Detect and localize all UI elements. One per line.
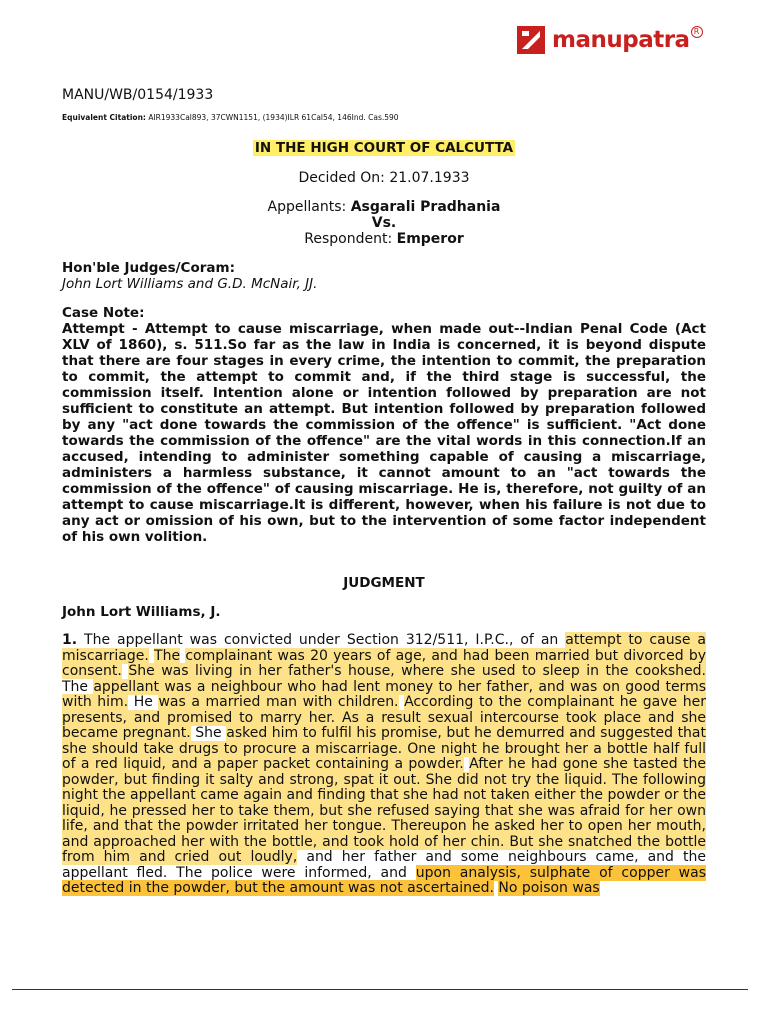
document-id: MANU/WB/0154/1933	[62, 87, 214, 103]
appellant-name: Asgarali Pradhania	[350, 199, 501, 215]
judgment-heading: JUDGMENT	[343, 575, 425, 591]
manupatra-logo-icon	[516, 25, 546, 55]
manupatra-logo	[516, 22, 716, 58]
highlighted-text[interactable]: attempt to cause a miscarriage.	[62, 632, 707, 664]
case-note-text: Attempt - Attempt to cause miscarriage, when made out--Indian Penal Code (Act XLV of 1860), s. 511.So far as the law in India is concerned, it is beyond dispute that there are four stages in every crime, the intention to commit, the preparation to commit, the attempt to commit and, if the third stage is successful, the commission itself. Intention alone or intention followed by preparation are not sufficient to constitute an attempt. But intention followed by preparation followed by any "act done towards the commission of the offence" is sufficient. "Act done towards the commission of the offence" are the vital words in this connection.If an accused, intending to administer something capable of causing a miscarriage, administers a harmless substance, it cannot amount to an "act towards the commission of the offence" of causing miscarriage. He is, therefore, not guilty of an attempt to cause miscarriage.It is different, however, when his failure is not due to any act or omission of his own, but to the intervention of some factor independent of his own volition.	[62, 321, 706, 545]
appellants-line	[0, 199, 768, 215]
coram-label: Hon'ble Judges/Coram:	[62, 260, 235, 276]
highlighted-text[interactable]: The	[154, 647, 181, 664]
text-segment: He	[133, 694, 153, 710]
appellants-label: Appellants:	[267, 199, 347, 215]
highlighted-text[interactable]: upon analysis, sulphate of copper was detected in the powder, but the amount was not ascertained.	[62, 864, 707, 896]
decided-on: Decided On: 21.07.1933	[298, 170, 470, 186]
footer-divider	[12, 989, 748, 990]
highlighted-text[interactable]: No poison was	[498, 880, 600, 896]
judge-name: John Lort Williams, J.	[62, 604, 221, 620]
logo-wordmark: manupatra	[552, 27, 690, 53]
text-segment: She	[195, 725, 222, 741]
versus: Vs.	[371, 215, 397, 231]
highlighted-text[interactable]: After he had gone she tasted the powder, but finding it salty and strong, spat it out. She did not try the liquid. The following night the appellant came again and finding that she had not taken either the powder or the liquid, he pressed her to take them, but she refused saying that she was afraid for her own life, and that the powder irritated her tongue. Thereupon he asked her to open her mouth, and approached her with the bottle, and took hold of her chin. But she snatched the bottle from him and cried out loudly,	[62, 756, 707, 865]
court-heading	[0, 140, 768, 156]
text-segment: The appellant was convicted under Section 312/511, I.P.C., of an	[84, 632, 559, 648]
registered-mark-icon: R	[691, 26, 703, 38]
highlighted-text[interactable]: According to the complainant he gave her presents, and promised to marry her. As a result sexual intercourse took place and she became pregnant.	[62, 694, 706, 741]
text-segment: The	[62, 678, 89, 695]
highlighted-text[interactable]: asked him to fulfil his promise, but he demurred and suggested that she should take drugs to procure a miscarriage. One night he brought her a bottle half full of a red liquid, and a paper packet containing a powder.	[62, 725, 707, 772]
respondent-label: Respondent:	[304, 231, 393, 247]
judgment-paragraph-1	[62, 633, 706, 897]
equivalent-citation	[62, 113, 399, 122]
case-note-label: Case Note:	[62, 305, 145, 321]
parties	[0, 199, 768, 247]
highlighted-text[interactable]: appellant was a neighbour who had lent money to her father, and was on good terms with him.	[62, 678, 706, 710]
paragraph-number: 1.	[62, 632, 78, 648]
text-segment: The police were informed, and	[176, 864, 407, 881]
coram-judges: John Lort Williams and G.D. McNair, JJ.	[62, 276, 318, 292]
equivalent-citation-label: Equivalent Citation:	[62, 113, 146, 122]
respondent-line	[0, 231, 768, 247]
text-segment: and her father and some neighbours came, and the appellant fled.	[62, 849, 706, 881]
highlighted-text[interactable]: was a married man with children.	[158, 694, 399, 710]
court-name: IN THE HIGH COURT OF CALCUTTA	[254, 140, 514, 156]
respondent-name: Emperor	[396, 231, 464, 247]
highlighted-text[interactable]: complainant was 20 years of age, and had been married but divorced by consent.	[62, 647, 706, 679]
equivalent-citation-value: AIR1933Cal893, 37CWN1151, (1934)ILR 61Cal54, 146Ind. Cas.590	[148, 113, 399, 122]
highlighted-text[interactable]: She was living in her father's house, where she used to sleep in the cookshed.	[128, 663, 707, 679]
